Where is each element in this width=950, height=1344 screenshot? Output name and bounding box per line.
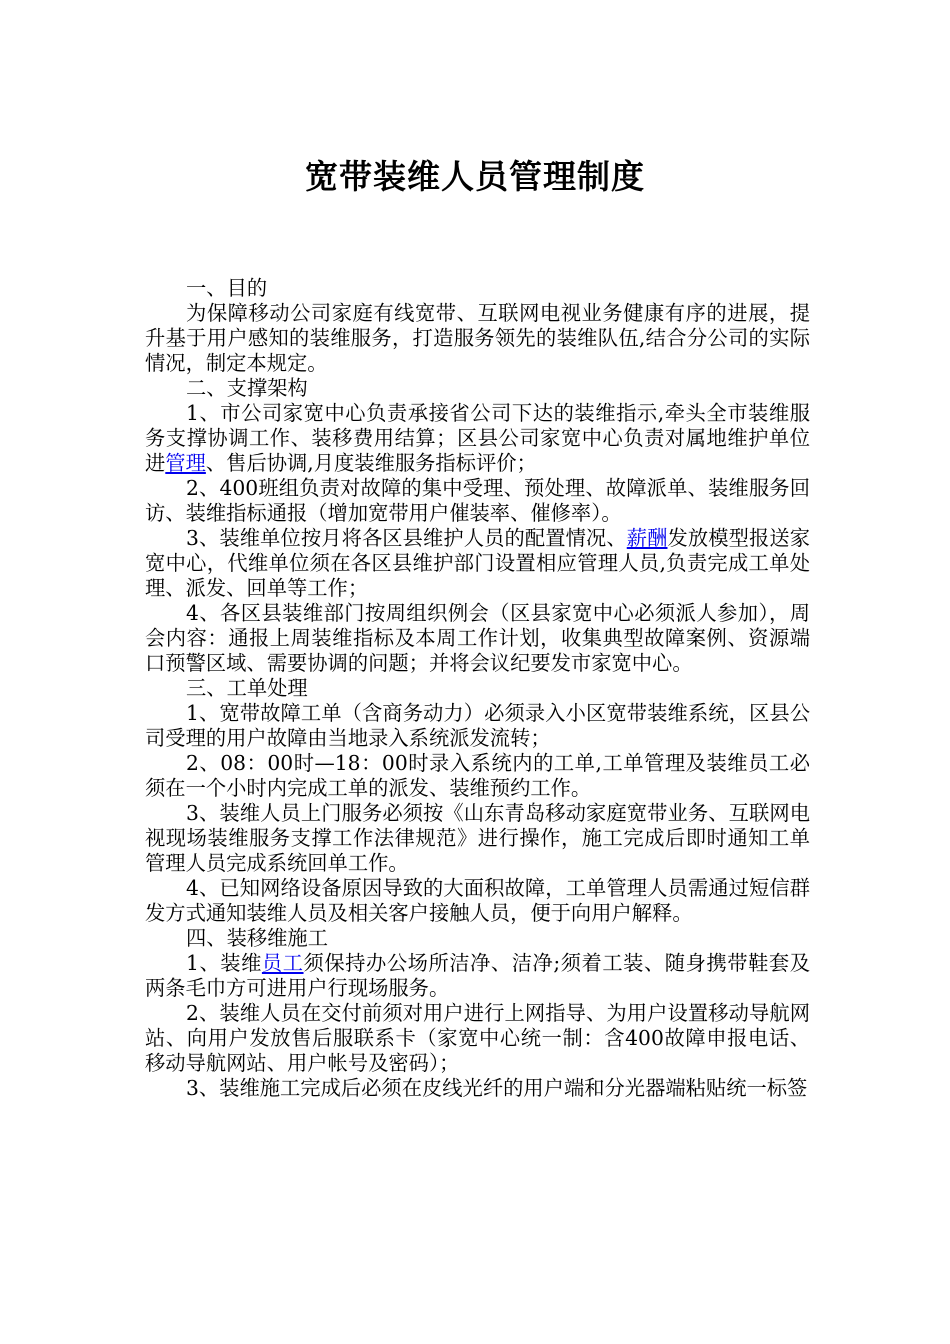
paragraph-text: 4、已知网络设备原因导致的大面积故障，工单管理人员需通过短信群发方式通知装维人员及相关客户接触人员，便于向用户解释。 bbox=[145, 876, 810, 925]
paragraph-text: 1、宽带故障工单（含商务动力）必须录入小区宽带装维系统，区县公司受理的用户故障由当地录入系统派发流转； bbox=[145, 701, 810, 750]
paragraph bbox=[145, 701, 810, 751]
section-heading-purpose: 一、目的 bbox=[186, 276, 268, 300]
section-heading-installation: 四、装移维施工 bbox=[186, 926, 328, 950]
paragraph-text: 1、装维 bbox=[186, 951, 262, 975]
paragraph-text: 3、装维单位按月将各区县维护人员的配置情况、 bbox=[186, 526, 627, 550]
paragraph-text: 须保持办公场所洁净、洁净;须着工装、随身携带鞋套及两条毛巾方可进用户行现场服务。 bbox=[145, 951, 810, 1000]
paragraph bbox=[145, 751, 810, 801]
paragraph-text: 2、装维人员在交付前须对用户进行上网指导、为用户设置移动导航网站、向用户发放售后服联系卡（家宽中心统一制：含400故障申报电话、移动导航网站、用户帐号及密码）； bbox=[145, 1001, 810, 1075]
paragraph bbox=[145, 401, 810, 476]
paragraph-text: 3、装维人员上门服务必须按《山东青岛移动家庭宽带业务、互联网电视现场装维服务支撑工作法律规范》进行操作，施工完成后即时通知工单管理人员完成系统回单工作。 bbox=[145, 801, 810, 875]
paragraph-text: 为保障移动公司家庭有线宽带、互联网电视业务健康有序的进展，提升基于用户感知的装维服务，打造服务领先的装维队伍,结合分公司的实际情况，制定本规定。 bbox=[145, 301, 810, 375]
link-salary[interactable]: 薪酬 bbox=[626, 526, 668, 550]
paragraph bbox=[145, 526, 810, 601]
link-management[interactable]: 管理 bbox=[165, 451, 206, 475]
section-heading-work-orders: 三、工单处理 bbox=[186, 676, 308, 700]
document-body bbox=[145, 276, 810, 1101]
paragraph-text: 3、装维施工完成后必须在皮线光纤的用户端和分光器端粘贴统一标签 bbox=[186, 1076, 808, 1100]
paragraph-text: 2、400班组负责对故障的集中受理、预处理、故障派单、装维服务回访、装维指标通报（增加宽带用户催装率、催修率）。 bbox=[145, 476, 810, 525]
paragraph-text: 发放模型报送家宽中心，代维单位须在各区县维护部门设置相应管理人员,负责完成工单处理、派发、回单等工作； bbox=[145, 526, 810, 600]
paragraph bbox=[145, 1001, 810, 1076]
paragraph bbox=[145, 476, 810, 526]
paragraph bbox=[145, 301, 810, 376]
paragraph bbox=[145, 951, 810, 1001]
paragraph-text: 2、08：00时—18：00时录入系统内的工单,工单管理及装维员工必须在一个小时内完成工单的派发、装维预约工作。 bbox=[145, 751, 810, 800]
paragraph bbox=[145, 801, 810, 876]
paragraph-text: 4、各区县装维部门按周组织例会（区县家宽中心必须派人参加），周会内容：通报上周装维指标及本周工作计划，收集典型故障案例、资源端口预警区域、需要协调的问题；并将会议纪要发市家宽中心。 bbox=[145, 601, 810, 675]
link-employee[interactable]: 员工 bbox=[261, 951, 304, 975]
document-title: 宽带装维人员管理制度 bbox=[305, 157, 645, 196]
paragraph-text: 、售后协调,月度装维服务指标评价； bbox=[205, 451, 537, 475]
paragraph bbox=[145, 601, 810, 676]
paragraph-text: 1、市公司家宽中心负责承接省公司下达的装维指示,牵头全市装维服务支撑协调工作、装移费用结算；区县公司家宽中心负责对属地维护单位进 bbox=[145, 401, 810, 475]
paragraph bbox=[145, 1076, 810, 1101]
section-heading-structure: 二、支撑架构 bbox=[186, 376, 308, 400]
paragraph bbox=[145, 876, 810, 926]
